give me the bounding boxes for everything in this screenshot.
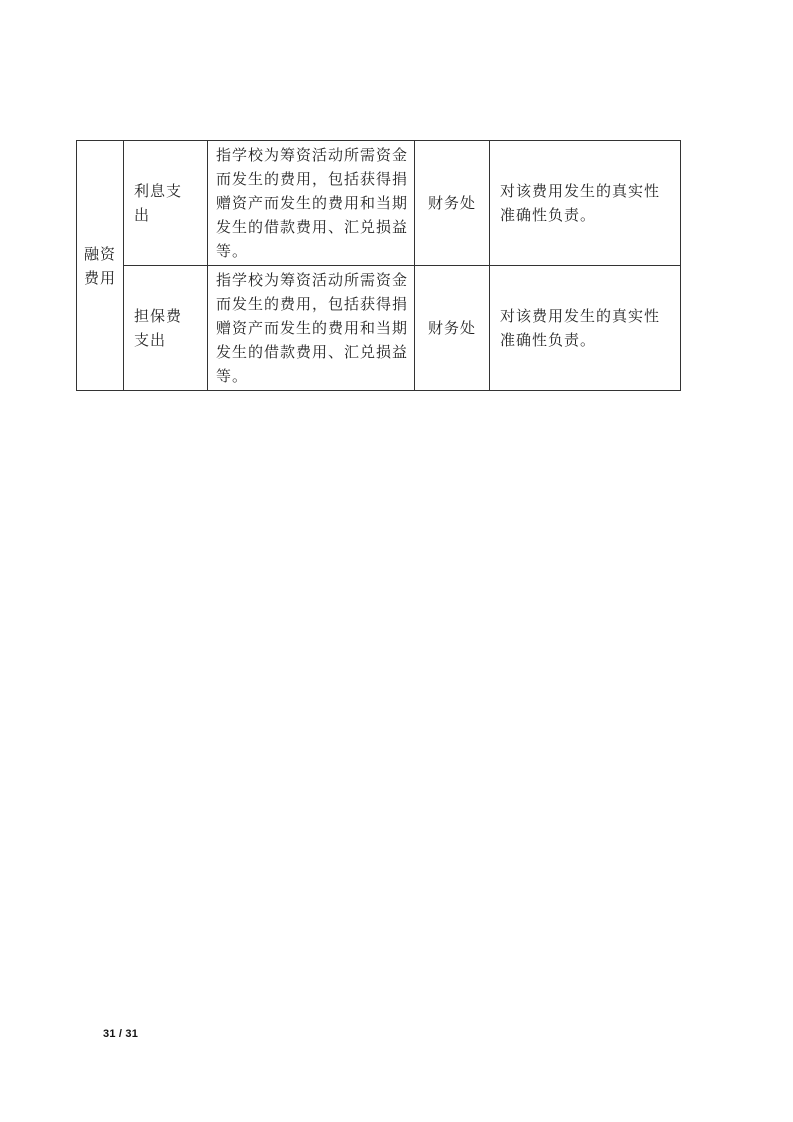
description-cell [208, 266, 415, 391]
item-label: 担保费支出 [134, 307, 183, 349]
table-row [77, 141, 681, 266]
responsibility-text: 对该费用发生的真实性准确性负责。 [500, 307, 661, 349]
expense-table [76, 140, 681, 391]
department-cell [415, 266, 490, 391]
item-cell [124, 141, 208, 266]
department-label: 财务处 [427, 319, 476, 337]
responsibility-text: 对该费用发生的真实性准确性负责。 [500, 182, 661, 224]
responsibility-cell [490, 266, 681, 391]
item-cell [124, 266, 208, 391]
item-label: 利息支出 [134, 182, 183, 224]
responsibility-cell [490, 141, 681, 266]
table-row [77, 266, 681, 391]
page-number: 31 / 31 [103, 1028, 139, 1040]
description-cell [208, 141, 415, 266]
description-text: 指学校为筹资活动所需资金而发生的费用，包括获得捐赠资产而发生的费用和当期发生的借款费用、汇兑损益等。 [216, 146, 409, 260]
department-label: 财务处 [427, 194, 476, 212]
category-cell [77, 141, 124, 391]
department-cell [415, 141, 490, 266]
description-text: 指学校为筹资活动所需资金而发生的费用，包括获得捐赠资产而发生的费用和当期发生的借款费用、汇兑损益等。 [216, 271, 409, 385]
category-label: 融资费用 [84, 244, 117, 287]
